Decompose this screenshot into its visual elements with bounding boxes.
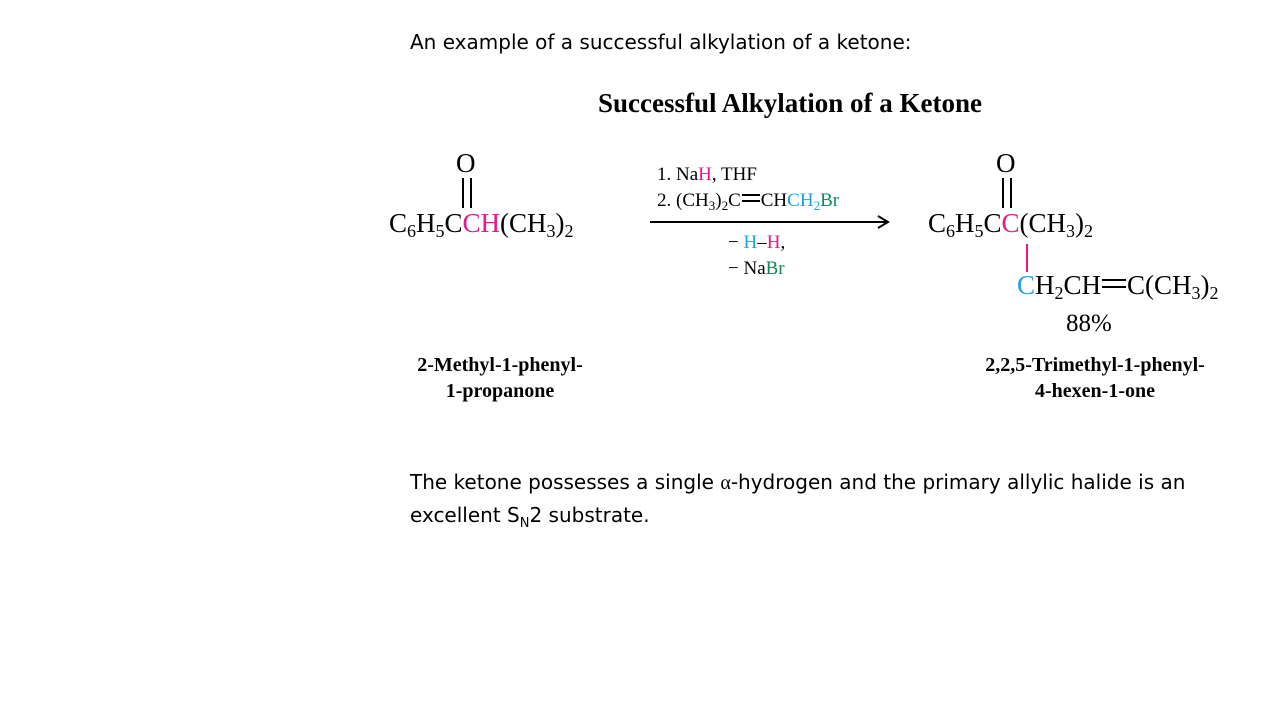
- product-side-chain: $CH_2CH$ $C(CH_3)_2$: [1017, 270, 1219, 303]
- byproduct-h2: − H–H,: [728, 232, 786, 253]
- condition-step-1: 1. NaH, THF: [657, 164, 757, 185]
- product-oxygen: O: [996, 148, 1016, 178]
- product-carbonyl-bond: [1002, 178, 1012, 208]
- product-formula: $C_6H_5CC(CH_3)_2$: [928, 208, 1094, 241]
- product-name: 2,2,5-Trimethyl-1-phenyl- 4-hexen-1-one: [985, 354, 1205, 402]
- reactant-alpha-ch: CH: [462, 208, 501, 238]
- product-yield: 88%: [1066, 310, 1112, 337]
- alpha-symbol: α: [720, 472, 731, 494]
- slide-heading: An example of a successful alkylation of a ketone:: [410, 30, 912, 54]
- condition-step-2: 2. $(CH_3)_2C$ $CHCH_2Br$: [657, 190, 840, 213]
- explanation-text: The ketone possesses a single α-hydrogen and the primary allylic halide is an excellent $S_N2$ substrate.: [410, 470, 1186, 531]
- figure-title: Successful Alkylation of a Ketone: [598, 88, 983, 118]
- product-alpha-c: C: [1001, 208, 1020, 238]
- reactant-oxygen: O: [456, 148, 476, 178]
- byproduct-nabr: − NaBr: [728, 258, 785, 279]
- new-cc-bond: [1026, 244, 1028, 272]
- reaction-arrow: [648, 212, 894, 232]
- reactant-name: 2-Methyl-1-phenyl- 1-propanone: [417, 354, 583, 402]
- reactant-formula: $C_6H_5CCH(CH_3)_2$: [389, 208, 574, 241]
- reactant-carbonyl-bond: [462, 178, 472, 208]
